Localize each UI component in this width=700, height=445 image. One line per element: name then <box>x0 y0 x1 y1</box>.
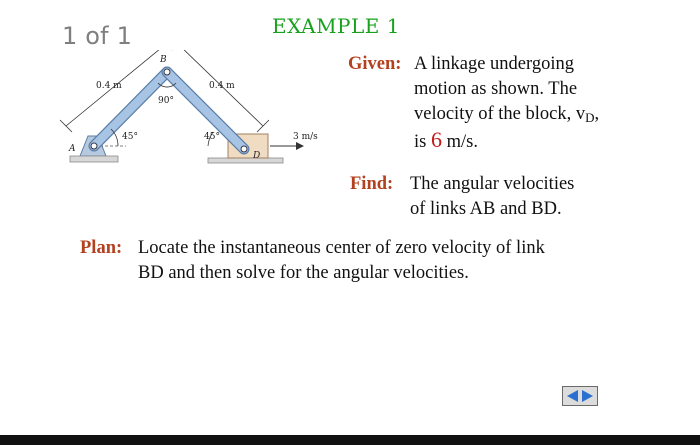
given-line-3: velocity of the block, $v_D$, <box>414 104 600 125</box>
given-label: Given: <box>348 54 402 74</box>
find-section <box>350 172 575 222</box>
navigation-arrows-icon <box>565 389 595 403</box>
given-line-4: is 6 m/s. <box>414 127 478 152</box>
label-length-bd: 0.4 m <box>209 81 235 91</box>
label-length-ab: 0.4 m <box>96 81 122 91</box>
given-line-1: A linkage undergoing <box>414 54 574 74</box>
label-angle-b: 90° <box>158 96 174 106</box>
given-line-2: motion as shown. The <box>414 79 578 99</box>
label-velocity: 3 m/s <box>293 132 318 142</box>
page-counter: 1 of 1 <box>62 22 133 50</box>
pin-a <box>91 143 97 149</box>
label-point-d: D <box>253 151 261 161</box>
slide-surface <box>208 158 283 163</box>
label-angle-a: 45° <box>122 132 138 142</box>
linkage-diagram <box>58 50 348 175</box>
plan-section <box>80 236 545 286</box>
plan-line-1: Locate the instantaneous center of zero velocity of link <box>138 238 545 258</box>
find-label: Find: <box>350 174 394 194</box>
find-line-2: of links AB and BD. <box>410 199 562 219</box>
slide-navigation-button[interactable] <box>562 386 598 406</box>
given-velocity-value: 6 <box>430 127 442 152</box>
bottom-bar <box>0 435 700 445</box>
ground-base <box>70 156 118 162</box>
pin-b <box>164 69 170 75</box>
velocity-arrow <box>270 142 304 150</box>
pin-d <box>241 146 247 152</box>
label-point-b: B <box>160 55 167 65</box>
plan-label: Plan: <box>80 238 123 258</box>
example-title: EXAMPLE 1 <box>272 14 400 38</box>
plan-line-2: BD and then solve for the angular velocities. <box>138 263 469 283</box>
label-angle-d: 45° <box>204 132 220 142</box>
label-point-a: A <box>69 144 76 154</box>
given-section <box>348 52 600 152</box>
find-line-1: The angular velocities <box>410 174 575 194</box>
